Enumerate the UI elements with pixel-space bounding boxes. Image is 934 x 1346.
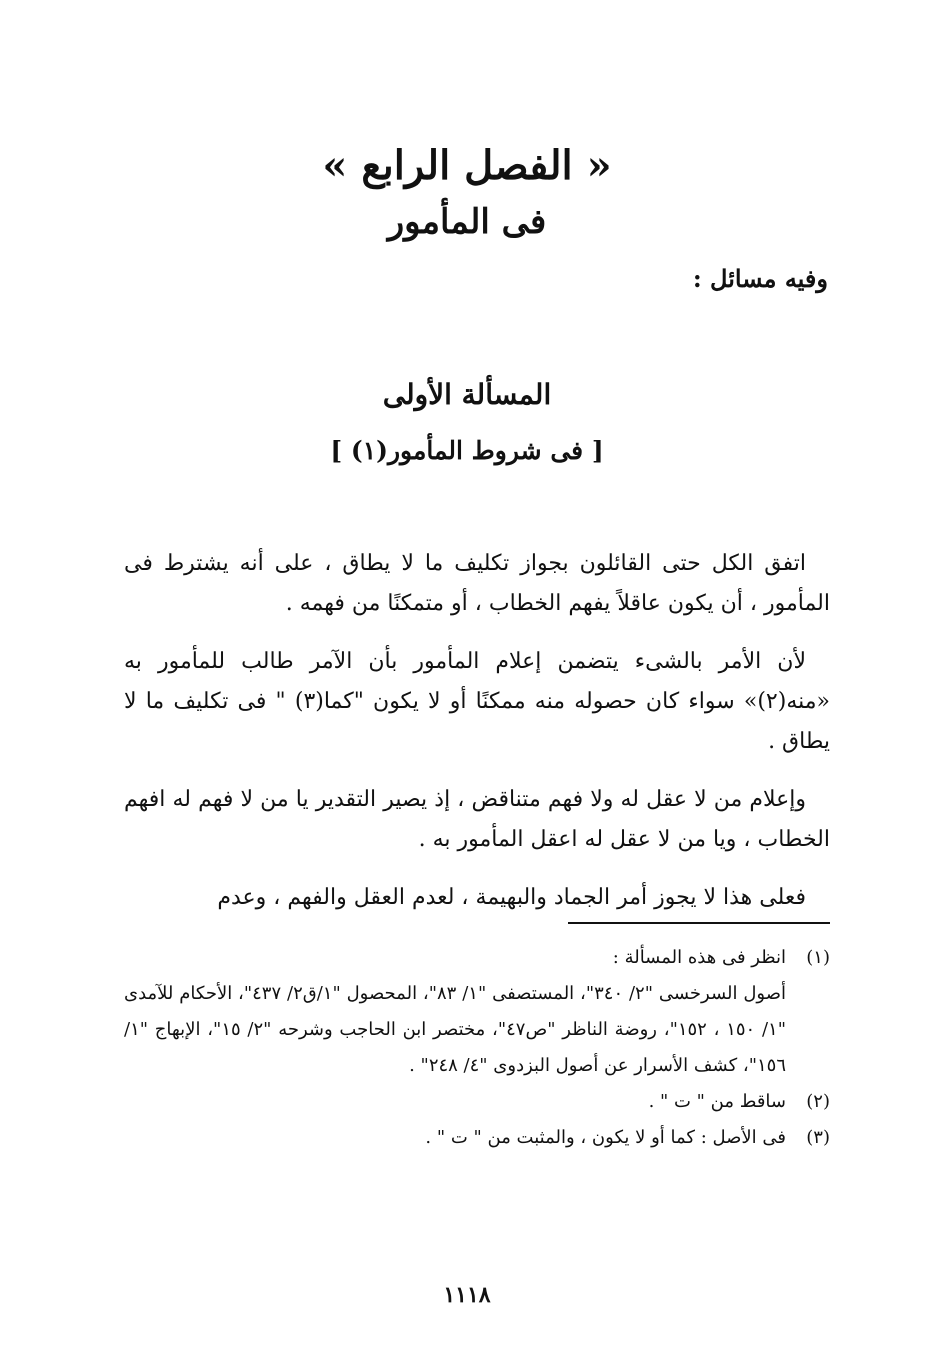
paragraph: لأن الأمر بالشىء يتضمن إعلام المأمور بأن الآمر طالب للمأمور به «منه(٢)» سواء كان حصوله منه ممكنًا أو لا يكون "كما(٣) " فى تكليف ما لا يطاق .: [124, 649, 830, 754]
footnote-text: [124, 1120, 786, 1156]
footnote-number: (٣): [806, 1127, 830, 1148]
footnotes: [124, 940, 830, 1156]
footnote-line: انظر فى هذه المسألة :: [612, 947, 786, 968]
footnote: [124, 1084, 830, 1120]
paragraph: وإعلام من لا عقل له ولا فهم متناقض ، إذ يصير التقدير يا من لا فهم له افهم الخطاب ، ويا من لا عقل له اعقل المأمور به .: [124, 787, 830, 852]
issue-subtitle: [ فى شروط المأمور(١) ]: [330, 436, 604, 465]
footnote-line: ساقط من " ت " .: [648, 1091, 786, 1112]
footnote-divider: [568, 922, 830, 924]
issue-title: المسألة الأولى: [382, 378, 552, 411]
footnote-line: فى الأصل : كما أو لا يكون ، والمثبت من " ت " .: [425, 1127, 786, 1148]
footnote-text: [124, 1084, 786, 1120]
body-text: [124, 544, 830, 918]
paragraph: فعلى هذا لا يجوز أمر الجماد والبهيمة ، لعدم العقل والفهم ، وعدم: [217, 885, 806, 910]
chapter-subtitle: فى المأمور: [387, 202, 547, 242]
footnote-number: (١): [806, 947, 830, 968]
intro-line: وفيه مسائل :: [692, 264, 828, 293]
page-number: ١١١٨: [443, 1282, 491, 1308]
footnote-text: [124, 940, 786, 1084]
footnote-line: أصول السرخسى "٢/ ٣٤٠"، المستصفى "١/ ٨٣"، المحصول "١/ق٢/ ٤٣٧"، الأحكام للآمدى "١/ ١٥٠ ، ١٥٢"، روضة الناظر "ص٤٧"، مختصر ابن الحاجب وشرحه "٢/ ١٥"، الإبهاج "١/ ١٥٦"، كشف الأسرار عن أصول البزدوى "٤/ ٢٤٨" .: [124, 983, 787, 1076]
chapter-title: « الفصل الرابع »: [322, 142, 612, 189]
footnote: [124, 940, 830, 1084]
footnote-number: (٢): [806, 1091, 830, 1112]
paragraph: اتفق الكل حتى القائلون بجواز تكليف ما لا يطاق ، على أنه يشترط فى المأمور ، أن يكون عاقلاً يفهم الخطاب ، أو متمكنًا من فهمه .: [124, 551, 830, 616]
footnote: [124, 1120, 830, 1156]
